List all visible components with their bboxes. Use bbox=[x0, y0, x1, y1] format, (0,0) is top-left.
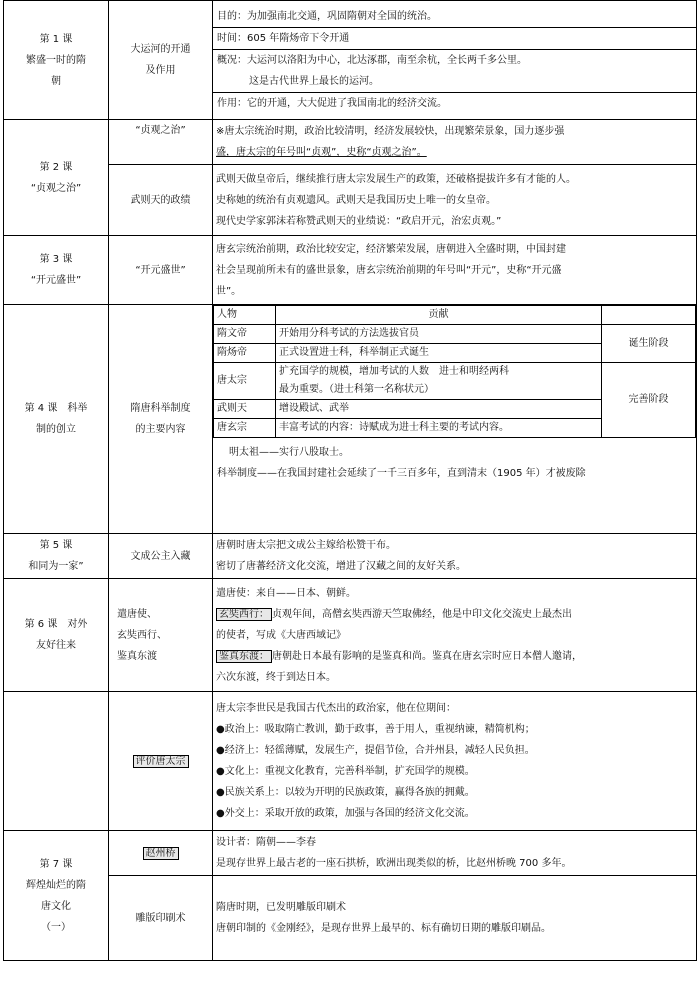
topic-canal-line: 大运河的开通 bbox=[130, 44, 191, 55]
xuanzang-text: 贞观年间，高僧玄奘西游天竺取佛经，他是中印文化交流史上最杰出 bbox=[272, 608, 572, 620]
zhaozhou-line: 是现存世界上最古老的一座石拱桥，欧洲出现类似的桥，比赵州桥晚 700 多年。 bbox=[216, 858, 572, 869]
wuzetian-content bbox=[213, 165, 697, 236]
lesson-1-row bbox=[4, 1, 697, 120]
topic-zhenguan bbox=[109, 120, 213, 165]
wencheng-content bbox=[213, 534, 697, 579]
canal-overview-text-2: 这是古代世界上最长的运河。 bbox=[249, 76, 379, 87]
keju-contribution: 增设殿试、武举 bbox=[276, 400, 602, 419]
wuzetian-line: 现代史学家郭沫若称赞武则天的业绩说：“政启开元，治宏贞观。” bbox=[216, 215, 502, 227]
keju-contribution: 正式设置进士科，科举制正式诞生 bbox=[276, 344, 602, 363]
kaiyuan-line: 唐玄宗统治前期，政治比较安定，经济繁荣发展，唐朝进入全盛时期，中国封建 bbox=[216, 243, 566, 255]
topic-wuzetian bbox=[109, 165, 213, 236]
canal-content bbox=[213, 1, 697, 120]
canal-overview-text: 概况：大运河以洛阳为中心，北达涿郡，南至余杭，全长两千多公里。 bbox=[217, 55, 527, 66]
zhenguan-line: ※唐太宗统治时期，政治比较清明，经济发展较快，出现繁荣景象，国力逐步强 bbox=[216, 126, 565, 137]
wuzetian-line: 武则天做皇帝后，继续推行唐太宗发展生产的政策，还破格提拔许多有才能的人。 bbox=[216, 173, 576, 185]
topic-taizong-text: 评价唐太宗 bbox=[133, 755, 189, 768]
kaiyuan-line: 世”。 bbox=[216, 285, 242, 297]
lesson-5-row bbox=[4, 534, 697, 579]
topic-keju-line: 隋唐科举制度 bbox=[130, 403, 191, 414]
table-row bbox=[214, 363, 696, 400]
lesson-1-title: 第 1 课 bbox=[39, 33, 73, 45]
keju-person: 唐玄宗 bbox=[214, 419, 276, 438]
keju-notes bbox=[213, 438, 696, 484]
lesson-1-name: 繁盛一时的隋 bbox=[26, 54, 86, 66]
keju-person: 隋炀帝 bbox=[214, 344, 276, 363]
taizong-line: ●外交上：采取开放的政策，加强与各国的经济文化交流。 bbox=[216, 808, 475, 819]
lesson-5-cell bbox=[4, 534, 109, 579]
zhenguan-line: 盛，唐太宗的年号叫“贞观”，史称“贞观之治”。 bbox=[216, 147, 427, 158]
printing-line: 隋唐时期，已发明雕版印刷术 bbox=[216, 902, 346, 913]
topic-printing bbox=[109, 876, 213, 961]
keju-stage-birth: 诞生阶段 bbox=[602, 325, 696, 363]
xuanzang-tag: 玄奘西行： bbox=[216, 608, 272, 621]
lesson-7-name-3: （一） bbox=[41, 921, 71, 933]
keju-contribution: 开始用分科考试的方法选拔官员 bbox=[276, 325, 602, 344]
table-row bbox=[214, 325, 696, 344]
lesson-3-cell bbox=[4, 236, 109, 305]
jianzhen-tag: 鉴真东渡： bbox=[216, 650, 272, 663]
topic-zhenguan-text: “贞观之治” bbox=[135, 125, 186, 136]
topic-exchange-line: 鉴真东渡 bbox=[117, 650, 157, 662]
lesson-7-name-2: 唐文化 bbox=[41, 900, 71, 912]
keju-person: 武则天 bbox=[214, 400, 276, 419]
topic-printing-text: 雕版印刷术 bbox=[135, 912, 186, 924]
lesson-4-cell bbox=[4, 305, 109, 534]
jianzhen-text: 唐朝赴日本最有影响的是鉴真和尚。鉴真在唐玄宗时应日本僧人邀请， bbox=[272, 650, 582, 662]
canal-time-text: 时间：605 年隋炀帝下令开通 bbox=[217, 33, 350, 44]
zhenguan-content bbox=[213, 120, 697, 165]
lesson-1-cell bbox=[4, 1, 109, 120]
zhaozhou-content bbox=[213, 831, 697, 876]
topic-wuzetian-text: 武则天的政绩 bbox=[130, 194, 191, 206]
taizong-row bbox=[4, 692, 697, 831]
canal-effect bbox=[213, 93, 696, 114]
lesson-5-name: 和同为一家” bbox=[28, 561, 84, 572]
taizong-line: ●民族关系上：以较为开明的民族政策，赢得各族的拥戴。 bbox=[216, 787, 475, 798]
lesson-3-row bbox=[4, 236, 697, 305]
topic-kaiyuan-text: “开元盛世” bbox=[135, 264, 186, 276]
lesson-4-name: 制的创立 bbox=[36, 424, 76, 435]
taizong-line: ●政治上：吸取隋亡教训，勤于政事，善于用人，重视纳谏，精简机构； bbox=[216, 724, 535, 735]
topic-wencheng-text: 文成公主入藏 bbox=[130, 550, 191, 562]
lesson-2-cell bbox=[4, 120, 109, 236]
lesson-5-title: 第 5 课 bbox=[39, 540, 73, 551]
zhaozhou-line: 设计者：隋朝——李春 bbox=[216, 837, 316, 848]
topic-wencheng bbox=[109, 534, 213, 579]
wencheng-line: 密切了唐蕃经济文化交流，增进了汉藏之间的友好关系。 bbox=[216, 561, 466, 572]
keju-header-row bbox=[214, 306, 696, 325]
topic-taizong bbox=[109, 692, 213, 831]
taizong-line: 唐太宗李世民是我国古代杰出的政治家，他在位期间： bbox=[216, 703, 456, 714]
lesson-4-title: 第 4 课 科举 bbox=[24, 403, 88, 414]
printing-line: 唐朝印制的《金刚经》，是现存世界上最早的、标有确切日期的雕版印刷品。 bbox=[216, 923, 551, 934]
topic-exchange bbox=[109, 579, 213, 692]
keju-header-stage bbox=[602, 306, 696, 325]
keju-header-person: 人物 bbox=[214, 306, 276, 325]
lesson-7-name: 辉煌灿烂的隋 bbox=[26, 879, 86, 891]
canal-effect-text: 作用：它的开通，大大促进了我国南北的经济交流。 bbox=[217, 98, 447, 109]
lesson-6-cell bbox=[4, 579, 109, 692]
kaiyuan-line: 社会呈现前所未有的盛世景象，唐玄宗统治前期的年号叫“开元”，史称“开元盛 bbox=[216, 264, 562, 276]
taizong-line: ●文化上：重视文化教育，完善科举制，扩充国学的规模。 bbox=[216, 766, 475, 777]
keju-contribution: 丰富考试的内容：诗赋成为进士科主要的考试内容。 bbox=[276, 419, 602, 438]
lesson-2-row-a bbox=[4, 120, 697, 165]
printing-content bbox=[213, 876, 697, 961]
canal-purpose-text: 目的：为加强南北交通，巩固隋朝对全国的统治。 bbox=[217, 11, 437, 22]
keju-content bbox=[213, 305, 697, 534]
keju-contribution-line: 扩充国学的规模，增加考试的人数 进士和明经两科 bbox=[279, 366, 509, 377]
keju-header-contribution: 贡献 bbox=[276, 306, 602, 325]
topic-canal-line: 及作用 bbox=[145, 65, 176, 76]
keju-note: 科举制度——在我国封建社会延续了一千三百多年，直到清末（1905 年）才被废除 bbox=[217, 468, 586, 479]
jianzhen-text-2: 六次东渡，终于到达日本。 bbox=[216, 671, 336, 683]
lesson-6-row bbox=[4, 579, 697, 692]
lesson-6-name: 友好往来 bbox=[36, 640, 76, 651]
lesson-7-title: 第 7 课 bbox=[39, 858, 73, 870]
taizong-content bbox=[213, 692, 697, 831]
topic-keju bbox=[109, 305, 213, 534]
taizong-line: ●经济上：轻徭薄赋，发展生产，提倡节俭，合并州县，减轻人民负担。 bbox=[216, 745, 535, 756]
jianzhen-line bbox=[216, 646, 693, 667]
taizong-lesson-cell bbox=[4, 692, 109, 831]
lesson-3-title: 第 3 课 bbox=[39, 254, 73, 265]
canal-time bbox=[213, 28, 696, 50]
xuanzang-line bbox=[216, 604, 693, 625]
keju-table bbox=[213, 305, 696, 438]
lesson-3-name: “开元盛世” bbox=[30, 275, 82, 286]
topic-keju-line: 的主要内容 bbox=[135, 424, 186, 435]
wencheng-line: 唐朝时唐太宗把文成公主嫁给松赞干布。 bbox=[216, 540, 396, 551]
lesson-7-row-a bbox=[4, 831, 697, 876]
lesson-1-name-2: 朝 bbox=[51, 75, 61, 87]
lesson-7-cell bbox=[4, 831, 109, 961]
lesson-2-name: “贞观之治” bbox=[30, 182, 82, 194]
keju-person: 隋文帝 bbox=[214, 325, 276, 344]
topic-exchange-line: 玄奘西行、 bbox=[117, 629, 167, 641]
keju-note: 明太祖——实行八股取士。 bbox=[229, 447, 349, 458]
keju-person: 唐太宗 bbox=[214, 363, 276, 400]
topic-canal bbox=[109, 1, 213, 120]
lesson-4-row bbox=[4, 305, 697, 534]
exchange-content bbox=[213, 579, 697, 692]
wuzetian-line: 史称她的统治有贞观遗风。武则天是我国历史上唯一的女皇帝。 bbox=[216, 194, 496, 206]
lesson-2-title: 第 2 课 bbox=[39, 161, 73, 173]
topic-exchange-line: 遣唐使、 bbox=[117, 608, 157, 620]
topic-zhaozhou-text: 赵州桥 bbox=[143, 847, 179, 860]
xuanzang-text-2: 的使者，写成《大唐西域记》 bbox=[216, 629, 346, 641]
envoys-line: 遣唐使：来自——日本、朝鲜。 bbox=[216, 587, 356, 599]
history-outline-table bbox=[3, 0, 697, 961]
topic-zhaozhou bbox=[109, 831, 213, 876]
canal-purpose bbox=[213, 6, 696, 28]
topic-kaiyuan bbox=[109, 236, 213, 305]
keju-contribution-line: 最为重要。（进士科第一名称状元） bbox=[279, 384, 434, 395]
keju-stage-complete: 完善阶段 bbox=[602, 363, 696, 438]
lesson-6-title: 第 6 课 对外 bbox=[24, 619, 88, 630]
keju-contribution bbox=[276, 363, 602, 400]
canal-overview bbox=[213, 50, 696, 93]
kaiyuan-content bbox=[213, 236, 697, 305]
